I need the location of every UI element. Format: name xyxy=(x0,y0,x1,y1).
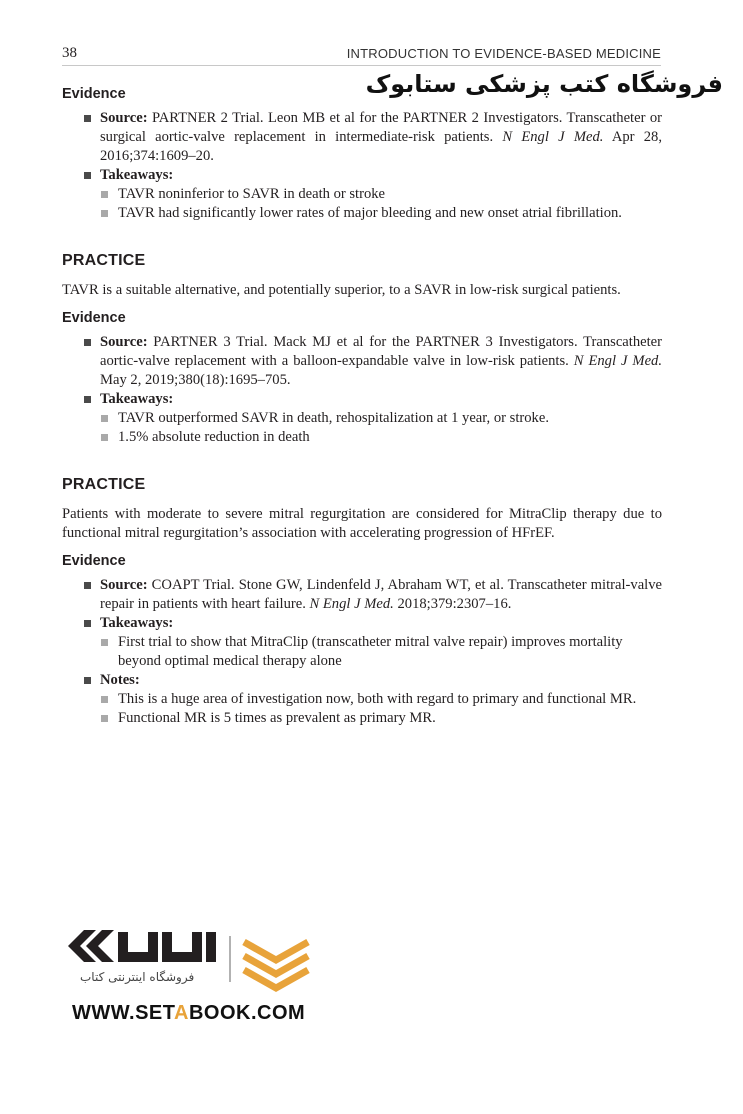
source-item xyxy=(62,109,662,166)
source-item xyxy=(62,576,662,614)
practice-heading: PRACTICE xyxy=(62,476,146,493)
takeaway: TAVR outperformed SAVR in death, rehospitalization at 1 year, or stroke. xyxy=(100,409,662,428)
notes-label: Notes: xyxy=(100,672,140,688)
notes-item xyxy=(62,671,662,728)
book-icon xyxy=(244,942,308,988)
note: Functional MR is 5 times as prevalent as primary MR. xyxy=(100,709,662,728)
journal-name: N Engl J Med. xyxy=(309,596,394,612)
journal-name: N Engl J Med. xyxy=(502,129,604,145)
notes-list xyxy=(100,690,662,728)
source-label: Source: xyxy=(100,334,148,350)
source-item xyxy=(62,333,662,390)
takeaways-list xyxy=(100,185,662,223)
running-head: INTRODUCTION TO EVIDENCE-BASED MEDICINE xyxy=(346,46,661,61)
evidence-list xyxy=(62,576,662,728)
takeaway: First trial to show that MitraClip (transcatheter mitral valve repair) improves mortality beyond optimal medical therapy alone xyxy=(100,633,662,671)
source-label: Source: xyxy=(100,577,148,593)
source-label: Source: xyxy=(100,110,148,126)
source-citation: May 2, 2019;380(18):1695–705. xyxy=(100,372,291,388)
evidence-heading: Evidence xyxy=(62,553,126,569)
takeaways-list xyxy=(100,409,662,447)
takeaway: 1.5% absolute reduction in death xyxy=(100,428,662,447)
takeaways-list xyxy=(100,633,662,671)
source-text: PARTNER 3 Trial. Mack MJ et al for the PARTNER 3 Investigators. Transcatheter aortic-valve replacement with a balloon-expandable valve in low-risk patients. xyxy=(100,334,662,369)
site-suffix: BOOK.COM xyxy=(188,1002,306,1024)
chevron-icon xyxy=(68,930,114,962)
page-content xyxy=(62,85,662,728)
source-citation: 2018;379:2307–16. xyxy=(393,596,512,612)
header-rule xyxy=(62,65,661,66)
evidence-list xyxy=(62,333,662,447)
site-accent: A xyxy=(174,1002,189,1024)
evidence-list xyxy=(62,109,662,223)
page-number: 38 xyxy=(62,45,77,61)
takeaways-label: Takeaways: xyxy=(100,167,174,183)
takeaway: TAVR had significantly lower rates of major bleeding and new onset atrial fibrillation. xyxy=(100,204,662,223)
practice-text: Patients with moderate to severe mitral regurgitation are considered for MitraClip therapy due to functional mitral regurgitation’s association with accelerating progression of HFrEF. xyxy=(62,506,662,541)
source-text: COAPT Trial. Stone GW, Lindenfeld J, Abraham WT, et al. Transcatheter mitral-valve repair in patients with heart failure. xyxy=(100,577,662,612)
takeaways-label: Takeaways: xyxy=(100,391,174,407)
practice-text: TAVR is a suitable alternative, and potentially superior, to a SAVR in low-risk surgical patients. xyxy=(62,282,621,298)
evidence-heading: Evidence xyxy=(62,86,126,102)
takeaway: TAVR noninferior to SAVR in death or stroke xyxy=(100,185,662,204)
evidence-heading: Evidence xyxy=(62,310,126,326)
site-prefix: WWW.SET xyxy=(72,1002,174,1024)
takeaways-item xyxy=(62,614,662,671)
source-citation: Apr 28, 2016;374:1609–20. xyxy=(100,129,662,164)
takeaways-item xyxy=(62,390,662,447)
brand-wordmark xyxy=(118,932,216,962)
practice-heading: PRACTICE xyxy=(62,252,146,269)
logo-website xyxy=(72,1002,305,1025)
journal-name: N Engl J Med. xyxy=(573,353,662,369)
takeaways-item xyxy=(62,166,662,223)
takeaways-label: Takeaways: xyxy=(100,615,174,631)
logo-subtitle: فروشگاه اینترنتی کتاب xyxy=(80,970,195,984)
watermark-title: فروشگاه کتب پزشکی ستابوک xyxy=(365,70,723,98)
source-text: PARTNER 2 Trial. Leon MB et al for the PARTNER 2 Investigators. Transcatheter or surgical aortic-valve replacement in intermediate-risk patients. xyxy=(100,110,662,145)
note: This is a huge area of investigation now, both with regard to primary and functional MR. xyxy=(100,690,662,709)
